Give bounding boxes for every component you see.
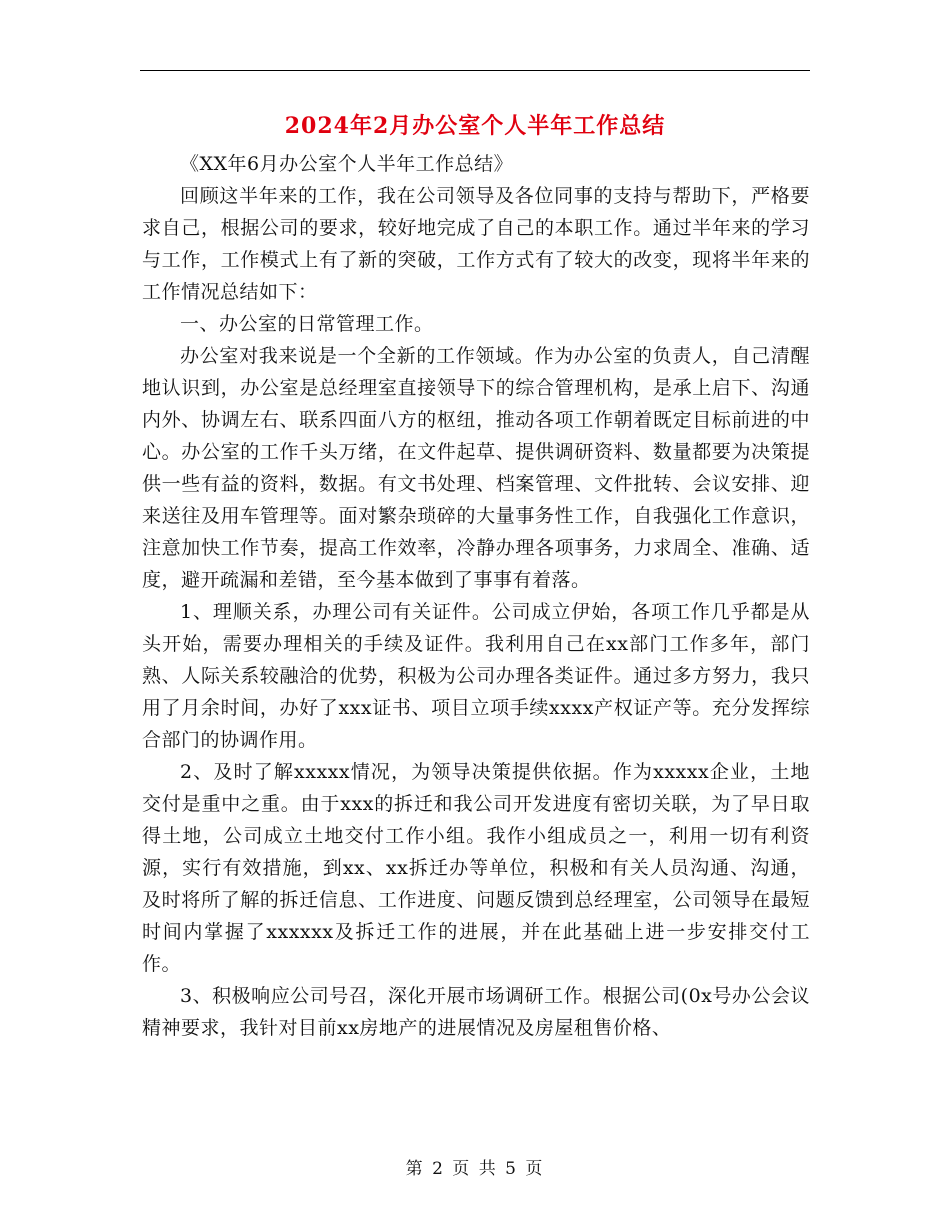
document-title: 2024年2月办公室个人半年工作总结 xyxy=(284,113,666,139)
paragraph-item-1: 1、理顺关系，办理公司有关证件。公司成立伊始，各项工作几乎都是从头开始，需要办理相关的手续及证件。我利用自己在xx部门工作多年，部门熟、人际关系较融洽的优势，积极为公司办理各类证件。通过多方努力，我只用了月余时间，办好了xxx证书、项目立项手续xxxx产权证产等。充分发挥综合部门的协调作用。 xyxy=(142,601,810,751)
paragraph-item-3: 3、积极响应公司号召，深化开展市场调研工作。根据公司(0x号办公会议精神要求，我针对目前xx房地产的进展情况及房屋租售价格、 xyxy=(142,985,810,1039)
page-number: 第 2 页 共 5 页 xyxy=(405,1159,545,1179)
page-footer xyxy=(0,1154,950,1179)
section-heading-1: 一、办公室的日常管理工作。 xyxy=(180,313,434,335)
document-body xyxy=(142,148,810,1044)
paragraph-item-2: 2、及时了解xxxxx情况，为领导决策提供依据。作为xxxxx企业，土地交付是重中之重。由于xxx的拆迁和我公司开发进度有密切关联，为了早日取得土地，公司成立土地交付工作小组。我作小组成员之一，利用一切有利资源，实行有效措施，到xx、xx拆迁办等单位，积极和有关人员沟通、沟通，及时将所了解的拆迁信息、工作进度、问题反馈到总经理室，公司领导在最短时间内掌握了xxxxxx及拆迁工作的进展，并在此基础上进一步安排交付工作。 xyxy=(142,761,810,975)
paragraph-subtitle: 《XX年6月办公室个人半年工作总结》 xyxy=(180,153,514,175)
paragraph-intro: 回顾这半年来的工作，我在公司领导及各位同事的支持与帮助下，严格要求自己，根据公司的要求，较好地完成了自己的本职工作。通过半年来的学习与工作，工作模式上有了新的突破，工作方式有了较大的改变，现将半年来的工作情况总结如下： xyxy=(142,185,810,303)
paragraph-office-work: 办公室对我来说是一个全新的工作领域。作为办公室的负责人，自己清醒地认识到，办公室是总经理室直接领导下的综合管理机构，是承上启下、沟通内外、协调左右、联系四面八方的枢纽，推动各项工作朝着既定目标前进的中心。办公室的工作千头万绪，在文件起草、提供调研资料、数量都要为决策提供一些有益的资料，数据。有文书处理、档案管理、文件批转、会议安排、迎来送往及用车管理等。面对繁杂琐碎的大量事务性工作，自我强化工作意识，注意加快工作节奏，提高工作效率，冷静办理各项事务，力求周全、准确、适度，避开疏漏和差错，至今基本做到了事事有着落。 xyxy=(142,345,810,591)
header-rule xyxy=(140,70,810,71)
